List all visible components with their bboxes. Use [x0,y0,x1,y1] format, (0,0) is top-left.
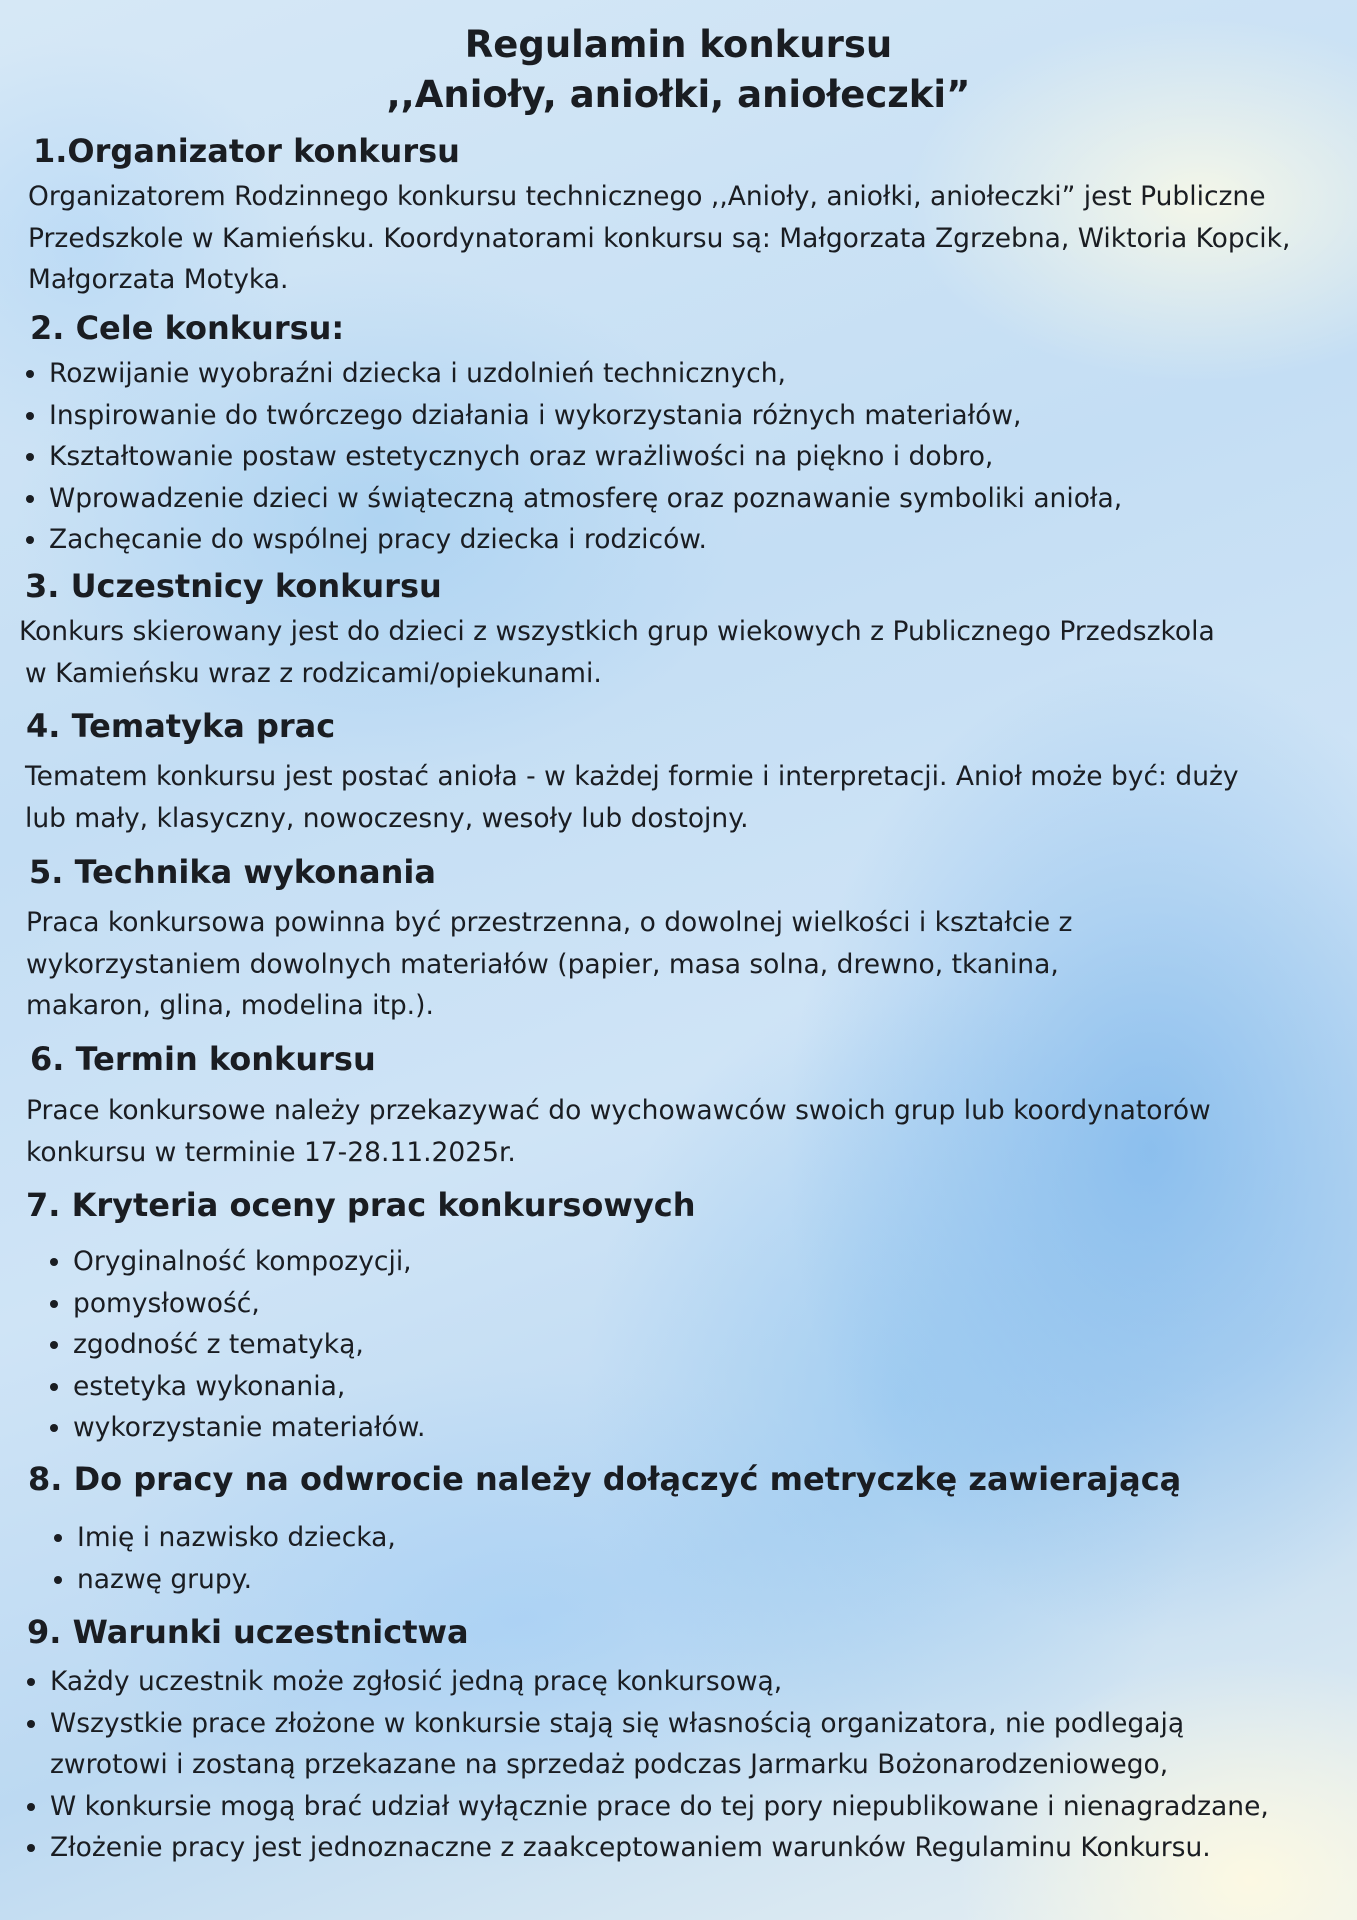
section-3-line: w Kamieńsku wraz z rodzicami/opiekunami. [25,657,602,689]
section-8-list [77,1517,396,1600]
section-3-heading: 3. Uczestnicy konkursu [25,567,442,605]
list-item: Rozwijanie wyobraźni dziecka i uzdolnień technicznych, [49,353,1122,395]
section-7-heading: 7. Kryteria oceny prac konkursowych [26,1186,696,1224]
title-line-2: ,,Anioły, aniołki, aniołeczki” [386,73,971,116]
section-8-heading: 8. Do pracy na odwrocie należy dołączyć metryczkę zawierającą [28,1460,1182,1498]
section-9-heading: 9. Warunki uczestnictwa [27,1613,469,1651]
list-item: Kształtowanie postaw estetycznych oraz wrażliwości na piękno i dobro, [49,436,1122,478]
section-3-text [19,611,1215,694]
section-4-line: lub mały, klasyczny, nowoczesny, wesoły lub dostojny. [25,802,749,834]
section-5-line: Praca konkursowa powinna być przestrzenna, o dowolnej wielkości i kształcie z [26,907,1073,938]
list-item: zgodność z tematyką, [73,1324,425,1366]
section-2-list [49,353,1122,561]
section-5-heading: 5. Technika wykonania [29,853,436,891]
list-item: pomysłowość, [73,1283,425,1325]
section-3-line: Konkurs skierowany jest do dzieci z wszystkich grup wiekowych z Publicznego Przedszkola [19,616,1215,647]
section-4-heading: 4. Tematyka prac [26,707,336,745]
document-title [0,20,1357,120]
section-6-line: Prace konkursowe należy przekazywać do wychowawców swoich grup lub koordynatorów [26,1095,1211,1126]
section-2-heading: 2. Cele konkursu: [30,309,345,347]
section-6-heading: 6. Termin konkursu [30,1040,376,1078]
section-6-line: konkursu w terminie 17-28.11.2025r. [26,1136,516,1168]
section-9-list [50,1661,1269,1869]
list-item: wykorzystanie materiałów. [73,1407,425,1449]
list-item: Każdy uczestnik może zgłosić jedną pracę konkursową, [50,1661,1269,1703]
section-1-text [28,176,1290,301]
list-item: nazwę grupy. [77,1559,396,1601]
section-6-text [26,1090,1211,1173]
list-item-continuation: zwrotowi i zostaną przekazane na sprzedaż podczas Jarmarku Bożonarodzeniowego, [50,1749,1169,1780]
list-item: estetyka wykonania, [73,1366,425,1408]
list-item: Wprowadzenie dzieci w świąteczną atmosferę oraz poznawanie symboliki anioła, [49,478,1122,520]
list-item: W konkursie mogą brać udział wyłącznie prace do tej pory niepublikowane i nienagradzane, [50,1786,1269,1828]
list-item: Inspirowanie do twórczego działania i wykorzystania różnych materiałów, [49,395,1122,437]
section-1-line: Małgorzata Motyka. [28,264,289,295]
section-4-line: Tematem konkursu jest postać anioła - w każdej formie i interpretacji. Anioł może być: duży [25,761,1239,792]
section-1-heading: 1.Organizator konkursu [33,132,460,170]
section-5-line: makaron, glina, modelina itp.). [26,990,434,1021]
list-item: Imię i nazwisko dziecka, [77,1517,396,1559]
section-5-line: wykorzystaniem dowolnych materiałów (papier, masa solna, drewno, tkanina, [26,948,1059,980]
list-item [50,1703,1269,1786]
section-4-text [25,756,1239,839]
section-1-line: Przedszkole w Kamieńsku. Koordynatorami konkursu są: Małgorzata Zgrzebna, Wiktoria Kopcik, [28,222,1291,254]
title-line-1: Regulamin konkursu [464,23,893,66]
section-1-line: Organizatorem Rodzinnego konkursu technicznego ,,Anioły, aniołki, aniołeczki” jest Publiczne [28,181,1266,212]
list-item: Złożenie pracy jest jednoznaczne z zaakceptowaniem warunków Regulaminu Konkursu. [50,1827,1269,1869]
list-item: Oryginalność kompozycji, [73,1241,425,1283]
section-5-text [26,902,1072,1027]
section-7-list [73,1241,425,1449]
list-item: Zachęcanie do wspólnej pracy dziecka i rodziców. [49,519,1122,561]
list-item-text: Wszystkie prace złożone w konkursie stają się własnością organizatora, nie podlegają [50,1707,1185,1739]
